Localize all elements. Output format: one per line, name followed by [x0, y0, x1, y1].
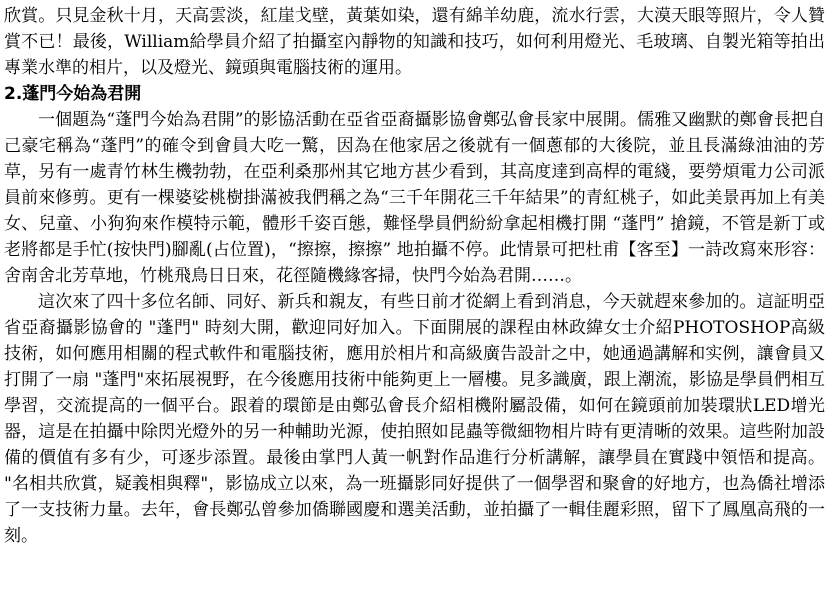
- body-paragraph-2: 這次來了四十多位名師、同好、新兵和親友，有些日前才從網上看到消息，今天就趕來參加的。這証明亞省亞裔攝影協會的 "蓬門" 時刻大開，歡迎同好加入。下面開展的課程由林政緯女士介紹PHOTOSHOP高級技術，如何應用相關的程式軟件和電腦技術，應用於相片和高級廣告設計之中，她通過講解和实例，讓會員又打開了一扇 "蓬門"來拓展視野，在今後應用技術中能夠更上一層樓。見多識廣，跟上潮流，影協是學員們相互學習，交流提高的一個平台。跟着的環節是由鄭弘會長介紹相機附屬設備，如何在鏡頭前加裝環狀LED增光器，這是在拍攝中除閃光燈外的另一种輔助光源，使拍照如昆蟲等微細物相片時有更清晰的效果。這些附加設備的價值有多有少，可逐步添置。最後由掌門人黃一帆對作品進行分析講解，讓學員在實踐中領悟和提高。 "名相共欣賞，疑義相與釋"，影協成立以來，為一班攝影同好提供了一個學習和聚會的好地方，也為僑社增添了一支技術力量。去年，會長鄭弘曾參加僑聯國慶和選美活動，並拍攝了一輯佳麗彩照，留下了鳳凰高飛的一刻。: [4, 292, 825, 546]
- body-paragraph-1: 一個題為“蓬門今始為君開”的影協活動在亞省亞裔攝影協會鄭弘會長家中展開。儒雅又幽默的鄭會長把自己豪宅稱為“蓬門”的確令到會員大吃一驚，因為在他家居之後就有一個蔥郁的大後院，並且長滿綠油油的芳草，另有一處青竹林生機勃勃，在亞利桑那州其它地方甚少看到，其高度達到高桿的電綫，要勞煩電力公司派員前來修剪。更有一棵婆娑桃樹掛滿被我們稱之為“三千年開花三千年結果”的青紅桃子，如此美景再加上有美女、兒童、小狗狗來作模特示範，體形千姿百態，難怪學員們紛紛拿起相機打開 “蓬門” 搶鏡，不管是新丁或老將都是手忙(按快門)腳亂(占位置)，“擦擦，擦擦” 地拍攝不停。此情景可把杜甫【客至】一詩改寫來形容：舍南舍北芳草地，竹桃飛鳥日日來，花徑隨機緣客掃，快門今始為君開……。: [4, 110, 825, 286]
- intro-paragraph: 欣賞。只見金秋十月，天高雲淡，紅崖戈壁，黃葉如染，還有綿羊幼鹿，流水行雲，大漠天眼等照片，令人贊賞不已！最後，William給學員介紹了拍攝室內靜物的知識和技巧，如何利用燈光、毛玻璃、自製光箱等拍出專業水準的相片，以及燈光、鏡頭與電腦技術的運用。: [4, 6, 825, 78]
- section-heading: 2.蓬門今始為君開: [4, 84, 142, 104]
